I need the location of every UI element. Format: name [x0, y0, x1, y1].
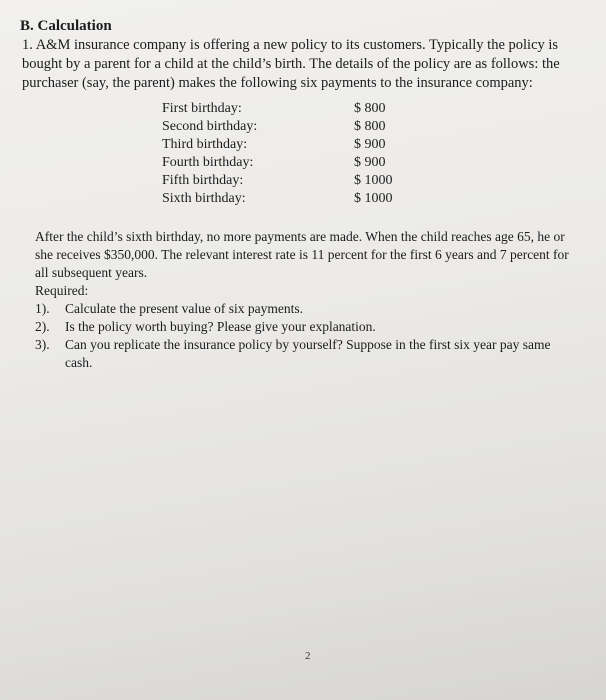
required-item-text: Can you replicate the insurance policy by yourself? Suppose in the first six year pay same cash.	[65, 337, 551, 370]
payment-label: Sixth birthday:	[162, 191, 246, 206]
payment-amount: $ 1000	[354, 173, 393, 188]
page-number: 2	[305, 650, 311, 662]
payment-row	[162, 100, 402, 118]
payment-label: First birthday:	[162, 101, 242, 116]
required-item	[35, 318, 580, 336]
payment-amount: $ 800	[354, 101, 386, 116]
payment-row	[162, 118, 402, 136]
payment-row	[162, 190, 402, 208]
payment-schedule	[162, 100, 402, 208]
section-heading: B. Calculation	[20, 18, 112, 34]
payment-label: Fourth birthday:	[162, 155, 254, 170]
payment-row	[162, 154, 402, 172]
required-item-text: Calculate the present value of six payments.	[65, 301, 304, 316]
required-item-text: Is the policy worth buying? Please give your explanation.	[65, 319, 376, 334]
payment-label: Fifth birthday:	[162, 173, 244, 188]
required-item-number: 3).	[35, 337, 50, 352]
payment-row	[162, 136, 402, 154]
payment-amount: $ 1000	[354, 191, 393, 206]
after-payments-text: After the child’s sixth birthday, no more payments are made. When the child reaches age 65, he or she receives $350,000. The relevant interest rate is 11 percent for the first 6 years and 7 percent for all subsequent years.	[35, 229, 569, 280]
required-list	[35, 300, 580, 372]
problem-intro	[22, 36, 582, 93]
required-item-number: 1).	[35, 301, 50, 316]
payment-label: Third birthday:	[162, 137, 248, 152]
required-item-number: 2).	[35, 319, 50, 334]
payment-row	[162, 172, 402, 190]
payment-amount: $ 800	[354, 119, 386, 134]
required-item	[35, 300, 580, 318]
payment-amount: $ 900	[354, 155, 386, 170]
after-payments-section	[35, 228, 580, 372]
required-label: Required:	[35, 283, 89, 298]
required-item	[35, 336, 580, 372]
payment-label: Second birthday:	[162, 119, 258, 134]
problem-intro-text: 1. A&M insurance company is offering a new policy to its customers. Typically the policy is bought by a parent for a child at the child’s birth. The details of the policy are as follows: the purchaser (say, the parent) makes the following six payments to the insurance company:	[22, 37, 560, 91]
payment-amount: $ 900	[354, 137, 386, 152]
